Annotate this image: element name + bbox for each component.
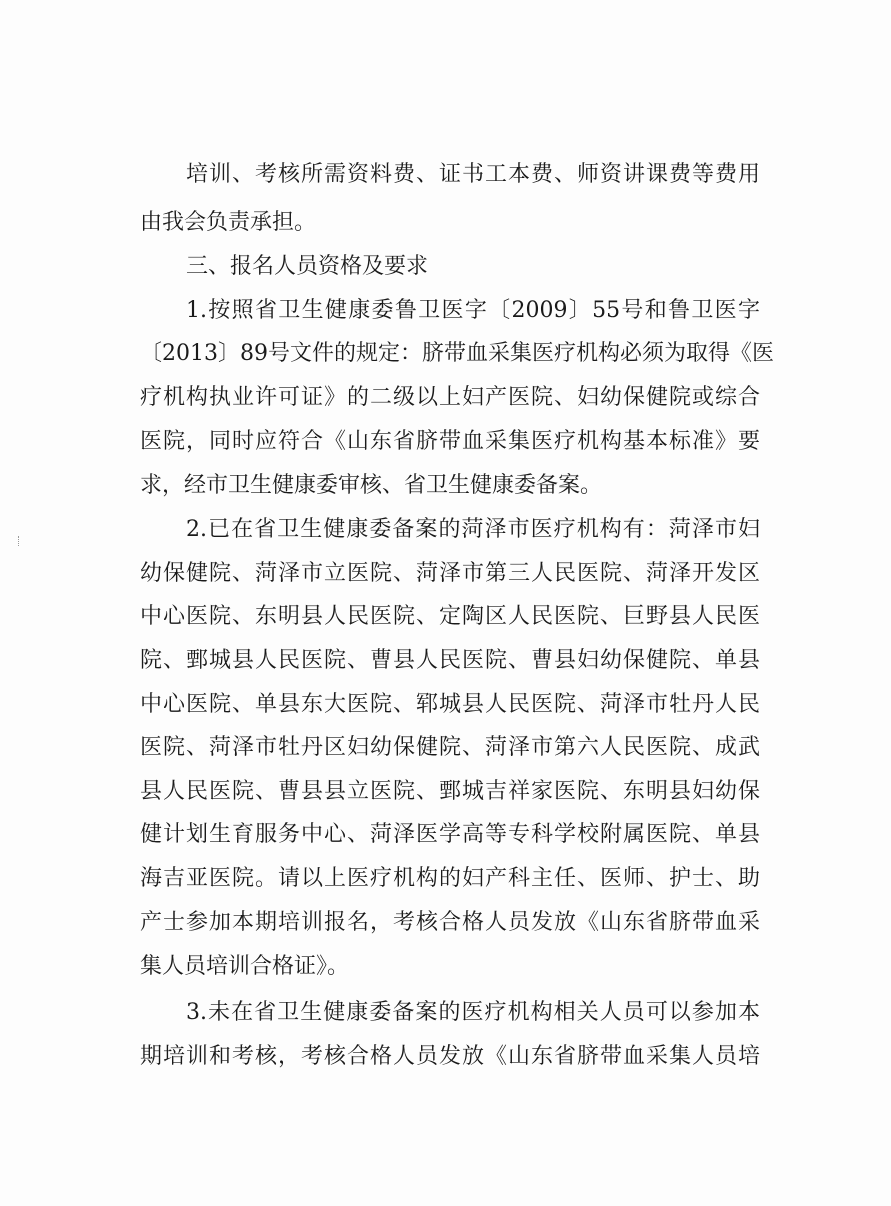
text-line: 2.已在省卫生健康委备案的菏泽市医疗机构有：菏泽市妇: [186, 517, 760, 542]
text-line: 3.未在省卫生健康委备案的医疗机构相关人员可以参加本: [186, 1000, 760, 1025]
text-line: 〔2013〕89号文件的规定：脐带血采集医疗机构必须为取得《医: [140, 341, 774, 366]
text-line: 疗机构执业许可证》的二级以上妇产医院、妇幼保健院或综合: [140, 385, 760, 410]
text-line: 县人民医院、曹县县立医院、鄄城吉祥家医院、东明县妇幼保: [140, 779, 760, 804]
section-heading: 三、报名人员资格及要求: [186, 254, 429, 279]
text-line: 培训、考核所需资料费、证书工本费、师资讲课费等费用: [186, 162, 760, 187]
text-line: 院、鄄城县人民医院、曹县人民医院、曹县妇幼保健院、单县: [140, 648, 760, 673]
text-line: 医院、菏泽市牡丹区妇幼保健院、菏泽市第六人民医院、成武: [140, 735, 760, 760]
text-line: 产士参加本期培训报名，考核合格人员发放《山东省脐带血采: [140, 910, 760, 935]
text-line: 求，经市卫生健康委审核、省卫生健康委备案。: [140, 473, 603, 498]
text-line: 幼保健院、菏泽市立医院、菏泽市第三人民医院、菏泽开发区: [140, 561, 760, 586]
text-line: 由我会负责承担。: [140, 210, 317, 235]
text-line: 中心医院、东明县人民医院、定陶区人民医院、巨野县人民医: [140, 604, 760, 629]
margin-mark: [18, 536, 21, 546]
text-line: 医院，同时应符合《山东省脐带血采集医疗机构基本标准》要: [140, 429, 760, 454]
text-line: 期培训和考核，考核合格人员发放《山东省脐带血采集人员培: [140, 1044, 760, 1069]
text-line: 集人员培训合格证》。: [140, 954, 350, 979]
text-line: 海吉亚医院。请以上医疗机构的妇产科主任、医师、护士、助: [140, 866, 760, 891]
text-line: 中心医院、单县东大医院、郓城县人民医院、菏泽市牡丹人民: [140, 692, 760, 717]
text-line: 健计划生育服务中心、菏泽医学高等专科学校附属医院、单县: [140, 822, 760, 847]
text-line: 1.按照省卫生健康委鲁卫医字〔2009〕55号和鲁卫医字: [186, 298, 760, 323]
